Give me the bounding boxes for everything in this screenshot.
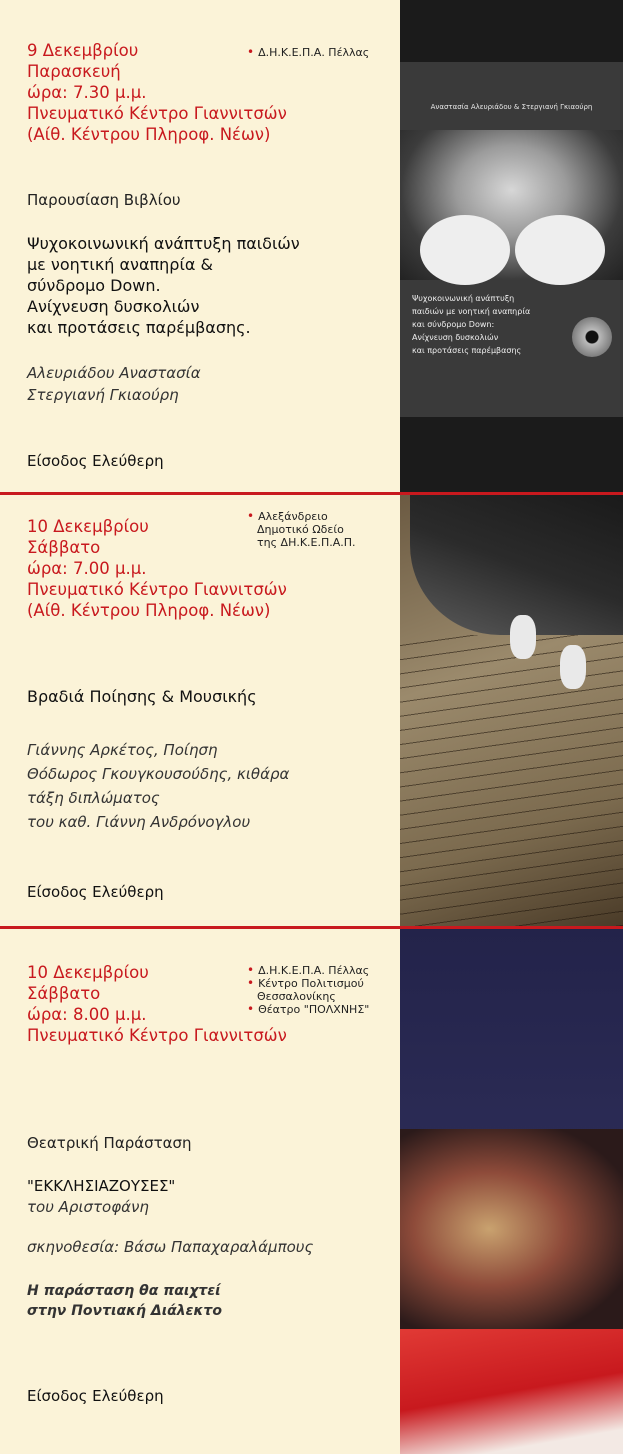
book-title-line: και σύνδρομο Down: (412, 320, 495, 329)
sheet-music (400, 635, 623, 926)
event-3-date: 10 Δεκεμβρίου (27, 963, 149, 982)
credit-line: Στεργιανή Γκιαούρη (27, 386, 179, 404)
event-3-organizers (247, 964, 369, 1016)
title-line: Ψυχοκοινωνική ανάπτυξη παιδιών (27, 234, 300, 253)
event-2-date: 10 Δεκεμβρίου (27, 517, 149, 536)
event-3-day: Σάββατο (27, 984, 101, 1003)
bullet-icon: • (247, 45, 255, 59)
stage-actors (400, 1129, 623, 1329)
organizer: της ΔΗ.Κ.Ε.Π.Α.Π. (257, 536, 356, 549)
bullet-icon: • (247, 509, 255, 523)
guitar-headstock (410, 495, 623, 635)
bullet-icon: • (247, 1002, 255, 1016)
guitar-peg (560, 645, 586, 689)
event-1-venue-detail: (Αίθ. Κέντρου Πληροφ. Νέων) (27, 125, 271, 144)
event-1-day: Παρασκευή (27, 62, 121, 81)
title-line: και προτάσεις παρέμβασης. (27, 318, 251, 337)
bullet-icon: • (247, 976, 255, 990)
event-2-credits (27, 738, 289, 834)
event-2-venue: Πνευματικό Κέντρο Γιαννιτσών (27, 580, 287, 599)
event-2-organizers (247, 510, 356, 549)
event-2-day: Σάββατο (27, 538, 101, 557)
event-1-type: Παρουσίαση Βιβλίου (27, 191, 181, 209)
event-3-direction: σκηνοθεσία: Βάσω Παπαχαραλάμπους (27, 1238, 314, 1256)
book-title-line: Ψυχοκοινωνική ανάπτυξη (412, 294, 515, 303)
event-1-time: ώρα: 7.30 μ.μ. (27, 83, 147, 102)
credit-line: του καθ. Γιάννη Ανδρόνογλου (27, 813, 251, 831)
event-3-time: ώρα: 8.00 μ.μ. (27, 1005, 147, 1024)
event-3-play (27, 1176, 175, 1218)
credit-line: Γιάννης Αρκέτος, Ποίηση (27, 741, 218, 759)
event-1-organizers (247, 46, 369, 59)
event-2-entry: Είσοδος Ελεύθερη (27, 883, 164, 901)
book-cover-knee (420, 215, 510, 285)
title-line: σύνδρομο Down. (27, 276, 161, 295)
book-cover-title (412, 292, 530, 357)
event-1-date: 9 Δεκεμβρίου (27, 41, 139, 60)
event-3-entry: Είσοδος Ελεύθερη (27, 1387, 164, 1405)
guitar-sheet-music-image (400, 495, 623, 926)
credit-line: τάξη διπλώματος (27, 789, 160, 807)
book-cover-authors: Αναστασία Αλευριάδου & Στεργιανή Γκιαούρη (430, 103, 593, 111)
book-title-line: και προτάσεις παρέμβασης (412, 346, 522, 355)
title-line: Ανίχνευση δυσκολιών (27, 297, 200, 316)
event-2-type: Βραδιά Ποίησης & Μουσικής (27, 687, 257, 706)
theatre-performance-image (400, 929, 623, 1454)
book-cover-knee (515, 215, 605, 285)
guitar-peg (510, 615, 536, 659)
cd-icon (572, 317, 612, 357)
organizer: Θεσσαλονίκης (257, 990, 336, 1003)
play-author: του Αριστοφάνη (27, 1198, 149, 1216)
credit-line: Θόδωρος Γκουγκουσούδης, κιθάρα (27, 765, 290, 783)
note-line: στην Ποντιακή Διάλεκτο (27, 1303, 222, 1319)
organizer: Δ.Η.Κ.Ε.Π.Α. Πέλλας (258, 46, 370, 59)
event-1-credits (27, 362, 201, 406)
organizer: Δημοτικό Ωδείο (257, 523, 344, 536)
title-line: με νοητική αναπηρία & (27, 255, 213, 274)
credit-line: Αλευριάδου Αναστασία (27, 364, 201, 382)
event-2-venue-detail: (Αίθ. Κέντρου Πληροφ. Νέων) (27, 601, 271, 620)
stage-cloth (400, 1329, 623, 1454)
event-1-entry: Είσοδος Ελεύθερη (27, 452, 164, 470)
note-line: Η παράσταση θα παιχτεί (27, 1283, 221, 1299)
book-title-line: Ανίχνευση δυσκολιών (412, 333, 499, 342)
organizer: Κέντρο Πολιτισμού (258, 977, 364, 990)
event-3-note (27, 1281, 222, 1321)
book-cover-image (400, 0, 623, 492)
organizer: Αλεξάνδρειο (258, 510, 328, 523)
bullet-icon: • (247, 963, 255, 977)
play-title: "ΕΚΚΛΗΣΙΑΖΟΥΣΕΣ" (27, 1177, 176, 1195)
event-1-venue: Πνευματικό Κέντρο Γιαννιτσών (27, 104, 287, 123)
event-3-type: Θεατρική Παράσταση (27, 1134, 192, 1152)
event-3-venue: Πνευματικό Κέντρο Γιαννιτσών (27, 1026, 287, 1045)
event-2-time: ώρα: 7.00 μ.μ. (27, 559, 147, 578)
event-1-title (27, 233, 300, 338)
organizer: Θέατρο "ΠΟΛΧΝΗΣ" (258, 1003, 370, 1016)
book-title-line: παιδιών με νοητική αναπηρία (412, 307, 531, 316)
organizer: Δ.Η.Κ.Ε.Π.Α. Πέλλας (258, 964, 370, 977)
